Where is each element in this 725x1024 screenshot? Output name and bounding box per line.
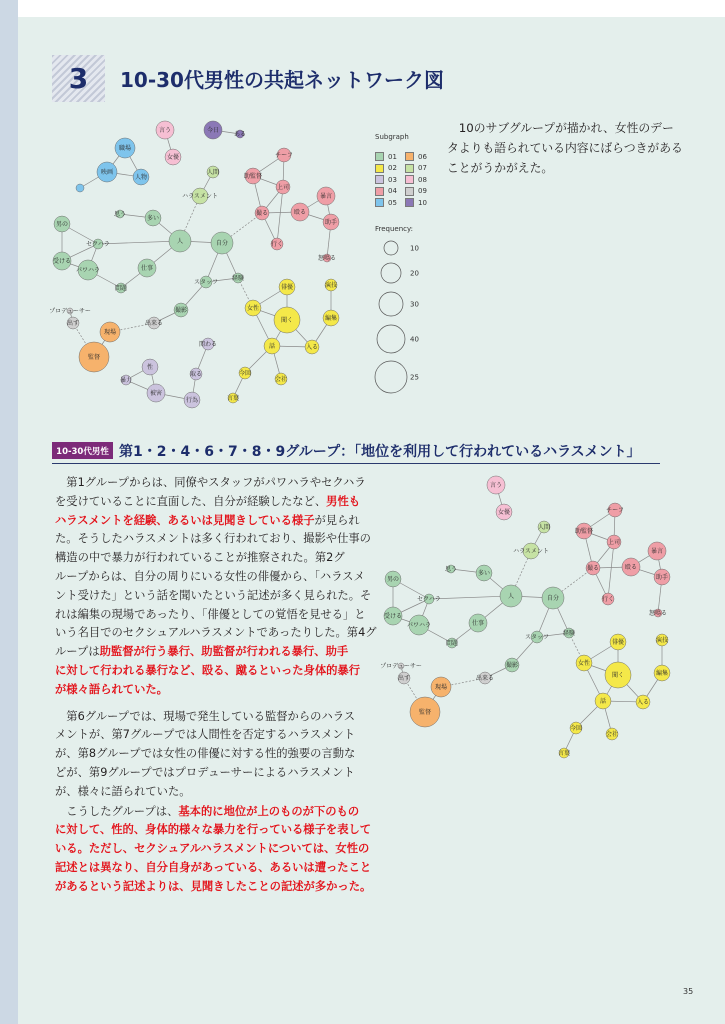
body-text-segment: 第6グループでは、現場で発生している監督からのハラス bbox=[55, 709, 356, 723]
highlighted-text: 助監督が行う暴行、助監督が行われる暴行、助手 bbox=[99, 645, 349, 659]
network-node-label: 行く bbox=[601, 596, 615, 604]
body-line bbox=[55, 587, 373, 606]
network-node-label: 上司 bbox=[607, 539, 621, 547]
network-node-label: 行為 bbox=[185, 397, 199, 405]
body-text-segment: ント受けた」という話を聞いたという記述が多く見られた。そ bbox=[55, 588, 372, 602]
highlighted-text: 記述とは異なり、自分自身があっている、あるいは遭ったこと bbox=[55, 860, 372, 874]
body-line bbox=[55, 624, 377, 643]
body-line bbox=[55, 681, 373, 700]
network-node-label: 入る bbox=[636, 699, 650, 707]
body-line bbox=[55, 726, 373, 745]
network-node-label: 俳優 bbox=[611, 639, 625, 647]
network-node-label: 映画 bbox=[100, 169, 114, 177]
network-node-label: 言葉 bbox=[557, 750, 571, 758]
network-node-label: 入る bbox=[305, 344, 319, 352]
body-line bbox=[55, 878, 373, 897]
body-text-segment: れは編集の現場であったり、「俳優としての覚悟を見せる」と bbox=[55, 607, 366, 621]
audience-tag: 10-30代男性 bbox=[52, 442, 113, 459]
frequency-circle bbox=[377, 325, 405, 353]
body-line bbox=[55, 803, 373, 822]
legend-label: 09 bbox=[418, 187, 427, 196]
body-line bbox=[55, 708, 373, 727]
network-node-label: 人間 bbox=[537, 524, 551, 532]
network-node-label: 撮影 bbox=[505, 662, 519, 670]
network-node-label: 現場 bbox=[434, 684, 448, 692]
network-node-label: 暴力 bbox=[119, 377, 133, 385]
network-node-label: 経験 bbox=[231, 275, 245, 283]
network-node-label: 女性 bbox=[246, 305, 260, 313]
body-line bbox=[55, 662, 373, 681]
network-node-label: 問題 bbox=[445, 640, 459, 648]
network-node-label: 男の bbox=[55, 221, 69, 229]
frequency-label: 25 bbox=[410, 373, 419, 382]
network-node-label: 今回 bbox=[569, 725, 583, 733]
highlighted-text: ハラスメントを経験、あるいは見聞きしている様子 bbox=[55, 513, 315, 527]
network-node-label: 撮る bbox=[255, 210, 269, 218]
network-node-label: 撮る bbox=[586, 565, 600, 573]
highlighted-text: に対して、性的、身体的様々な暴力を行っている様子を表して bbox=[55, 823, 372, 837]
network-node-label: 多い bbox=[146, 215, 160, 223]
network-node-label: チーフ bbox=[606, 507, 624, 515]
section-title: 10-30代男性の共起ネットワーク図 bbox=[120, 68, 444, 92]
body-text-segment: いう名目でのセクシュアルハラスメントであったりした。第4グ bbox=[55, 626, 377, 640]
highlighted-text: が様々語られていた。 bbox=[55, 682, 168, 696]
network-node-label: 自分 bbox=[215, 240, 229, 248]
legend-label: 04 bbox=[388, 187, 397, 196]
network-node-label: 演技 bbox=[655, 637, 669, 645]
frequency-label: 20 bbox=[410, 269, 419, 278]
network-node-label: 思う bbox=[444, 566, 458, 574]
network-node-label: 暴言 bbox=[319, 193, 333, 201]
network-node-label: 女優 bbox=[166, 154, 180, 162]
node-layer bbox=[49, 121, 339, 408]
network-node-label: 助監督 bbox=[574, 528, 594, 536]
highlighted-text: に対して行われる暴行など、殴る、蹴るといった身体的暴行 bbox=[55, 663, 361, 677]
network-node-label: 助手 bbox=[324, 219, 338, 227]
body-line bbox=[55, 512, 373, 531]
network-legend bbox=[372, 131, 442, 396]
highlighted-text: 基本的に地位が上のものが下のもの bbox=[178, 804, 360, 818]
body-line bbox=[55, 859, 373, 878]
cooccurrence-network-overview bbox=[40, 110, 360, 415]
network-node-label: 被害 bbox=[149, 390, 163, 398]
body-text-segment: を受けていることに直面した、自分が経験したなど、 bbox=[55, 494, 327, 508]
network-node-label: 言う bbox=[489, 482, 503, 490]
network-node-label: 聞く bbox=[611, 672, 625, 680]
network-node-label: 出来る bbox=[144, 320, 164, 328]
subheading-divider bbox=[52, 463, 660, 464]
network-node-label: プロデューサー bbox=[380, 663, 422, 671]
highlighted-text: があるという記述よりは、見聞きしたことの記述が多かった。 bbox=[55, 879, 372, 893]
network-node-label: 思う bbox=[113, 211, 127, 219]
body-text-segment: た。そうしたハラスメントは多く行われており、撮影や仕事の bbox=[55, 532, 371, 546]
network-node-label: 会社 bbox=[274, 376, 288, 384]
network-node-label: セクハラ bbox=[417, 596, 441, 604]
section-number-badge bbox=[52, 55, 105, 102]
legend-label: 01 bbox=[388, 152, 397, 161]
body-text bbox=[55, 474, 377, 897]
network-node-label: スタッフ bbox=[524, 634, 550, 642]
body-line bbox=[55, 606, 373, 625]
network-node-label: 編集 bbox=[324, 315, 338, 323]
network-node-label: 殴る bbox=[293, 209, 307, 217]
network-node-label: セクハラ bbox=[86, 241, 110, 249]
network-node-label: スタッフ bbox=[193, 279, 219, 287]
network-node-label: 仕事 bbox=[471, 620, 485, 628]
network-node-label: 助手 bbox=[655, 574, 669, 582]
frequency-label: 30 bbox=[410, 300, 419, 309]
network-node-label: 暴言 bbox=[650, 548, 664, 556]
network-node-label: 話 bbox=[268, 343, 276, 351]
network-node-label: 言葉 bbox=[226, 395, 240, 403]
network-node-label: ハラスメント bbox=[182, 193, 218, 201]
body-text-segment: こうしたグループは、 bbox=[55, 804, 179, 818]
legend-label: 06 bbox=[418, 152, 427, 161]
network-node-label: 経験 bbox=[562, 630, 576, 638]
frequency-label: 10 bbox=[410, 244, 419, 253]
body-line bbox=[55, 530, 373, 549]
frequency-legend bbox=[372, 131, 442, 401]
body-text-segment: ループからは、自分の周りにいる女性の俳優から、「ハラスメ bbox=[55, 569, 365, 583]
network-edge bbox=[608, 542, 614, 599]
network-node-label: 受ける bbox=[383, 613, 403, 621]
body-paragraph bbox=[55, 708, 373, 802]
network-node bbox=[76, 184, 84, 192]
node-layer bbox=[380, 476, 670, 758]
body-line bbox=[55, 840, 373, 859]
network-node-label: 怒鳴る bbox=[648, 610, 668, 618]
body-text-segment: 構造の中で暴力が行われていることが推察された。第2グ bbox=[55, 551, 345, 565]
body-line bbox=[55, 783, 373, 802]
page-number: 35 bbox=[683, 987, 694, 996]
network-node-label: チーフ bbox=[275, 152, 293, 160]
network-node-label: ある bbox=[233, 131, 247, 139]
body-line bbox=[55, 821, 373, 840]
body-text-segment: が、第8グループでは女性の俳優に対する性的強要の言動な bbox=[55, 747, 356, 761]
subheading-title: 第1・2・4・6・7・8・9グループ：「地位を利用して行われているハラスメント」 bbox=[119, 444, 641, 460]
network-node-label: 編集 bbox=[655, 670, 669, 678]
body-line bbox=[55, 643, 373, 662]
body-text-segment: メントが、第7グループでは人間性を否定するハラスメント bbox=[55, 728, 356, 742]
intro-line: 10のサブグループが描かれ、女性のデー bbox=[447, 121, 674, 135]
network-edge bbox=[429, 596, 511, 599]
legend-label: 03 bbox=[388, 175, 397, 184]
network-node-label: 男の bbox=[386, 576, 400, 584]
network-node-label: 出す bbox=[66, 320, 80, 328]
body-paragraph bbox=[55, 474, 377, 700]
network-node-label: 怒鳴る bbox=[317, 255, 337, 263]
network-node-label: 女優 bbox=[497, 509, 511, 517]
body-line bbox=[55, 764, 373, 783]
frequency-circle bbox=[384, 241, 398, 255]
network-node-label: 仕事 bbox=[140, 265, 154, 273]
network-node-label: 現場 bbox=[103, 329, 117, 337]
body-line bbox=[55, 568, 373, 587]
left-margin-band bbox=[0, 0, 18, 1024]
network-node-label: 女性 bbox=[577, 660, 591, 668]
network-node-label: 性 bbox=[146, 364, 154, 372]
subgraph-legend-title: Subgraph bbox=[375, 133, 409, 141]
legend-label: 05 bbox=[388, 198, 397, 207]
network-node-label: 出す bbox=[397, 675, 411, 683]
cooccurrence-network-detail bbox=[371, 465, 691, 770]
network-node-label: 人 bbox=[176, 238, 184, 246]
legend-label: 08 bbox=[418, 175, 427, 184]
network-node-label: 問題 bbox=[114, 285, 128, 293]
network-node-label: 職場 bbox=[118, 145, 132, 153]
network-node-label: パワハラ bbox=[406, 622, 432, 630]
highlighted-text: 男性も bbox=[326, 494, 361, 508]
network-edge bbox=[277, 187, 283, 244]
network-node-label: 自分 bbox=[546, 595, 560, 603]
body-text-segment: どが、第9グループではプロデューサーによるハラスメント bbox=[55, 765, 355, 779]
top-margin-band bbox=[0, 0, 725, 17]
frequency-circle bbox=[379, 292, 403, 316]
network-node-label: 行く bbox=[270, 241, 284, 249]
intro-line: タよりも語られている内容にばらつきがある bbox=[447, 141, 683, 155]
frequency-label: 40 bbox=[410, 335, 419, 344]
network-node-label: 人間 bbox=[206, 169, 220, 177]
network-node-label: ハラスメント bbox=[513, 548, 549, 556]
body-text-segment: が見られ bbox=[314, 513, 360, 527]
network-node-label: 受ける bbox=[52, 258, 72, 266]
network-node-label: 人物 bbox=[134, 174, 148, 182]
network-node-label: パワハラ bbox=[75, 267, 101, 275]
body-text-segment: ループは bbox=[55, 645, 100, 659]
network-node-label: 今日 bbox=[206, 127, 220, 135]
network-node-label: 今回 bbox=[238, 370, 252, 378]
network-node-label: 取る bbox=[189, 371, 203, 379]
legend-label: 02 bbox=[388, 164, 397, 173]
network-node-label: 会社 bbox=[605, 731, 619, 739]
network-node-label: 俳優 bbox=[280, 284, 294, 292]
section-number: 3 bbox=[68, 62, 89, 95]
frequency-legend-title: Frequency: bbox=[375, 225, 414, 233]
network-node-label: 言う bbox=[158, 127, 172, 135]
intro-text bbox=[447, 118, 683, 178]
network-node-label: 殴る bbox=[624, 564, 638, 572]
body-paragraph bbox=[55, 803, 373, 897]
body-text-segment: 第1グループからは、同僚やスタッフがパワハラやセクハラ bbox=[55, 476, 366, 489]
network-node-label: 聞く bbox=[280, 317, 294, 325]
network-node-label: 監督 bbox=[87, 354, 101, 362]
network-edge bbox=[98, 241, 180, 244]
network-node-label: 出来る bbox=[475, 675, 495, 683]
network-node-label: 監督 bbox=[418, 709, 432, 717]
body-text-segment: が、様々に語られていた。 bbox=[55, 784, 191, 798]
intro-line: ことがうかがえた。 bbox=[447, 161, 554, 175]
network-node-label: 助監督 bbox=[243, 173, 263, 181]
network-node-label: プロデューサー bbox=[49, 308, 91, 316]
body-line bbox=[55, 493, 373, 512]
body-line bbox=[55, 745, 373, 764]
network-node-label: 多い bbox=[477, 570, 491, 578]
body-line bbox=[55, 549, 373, 568]
network-node-label: 関わる bbox=[198, 341, 218, 349]
body-line bbox=[55, 474, 373, 493]
network-node-label: 人 bbox=[507, 593, 515, 601]
network-node-label: 撮影 bbox=[174, 307, 188, 315]
legend-label: 07 bbox=[418, 164, 427, 173]
legend-label: 10 bbox=[418, 198, 427, 207]
frequency-circle bbox=[381, 263, 401, 283]
network-node-label: 話 bbox=[599, 698, 607, 706]
network-node-label: 上司 bbox=[276, 184, 290, 192]
highlighted-text: いる。ただし、セクシュアルハラスメントについては、女性の bbox=[55, 842, 370, 856]
frequency-circle bbox=[375, 361, 407, 393]
network-node-label: 演技 bbox=[324, 282, 338, 290]
